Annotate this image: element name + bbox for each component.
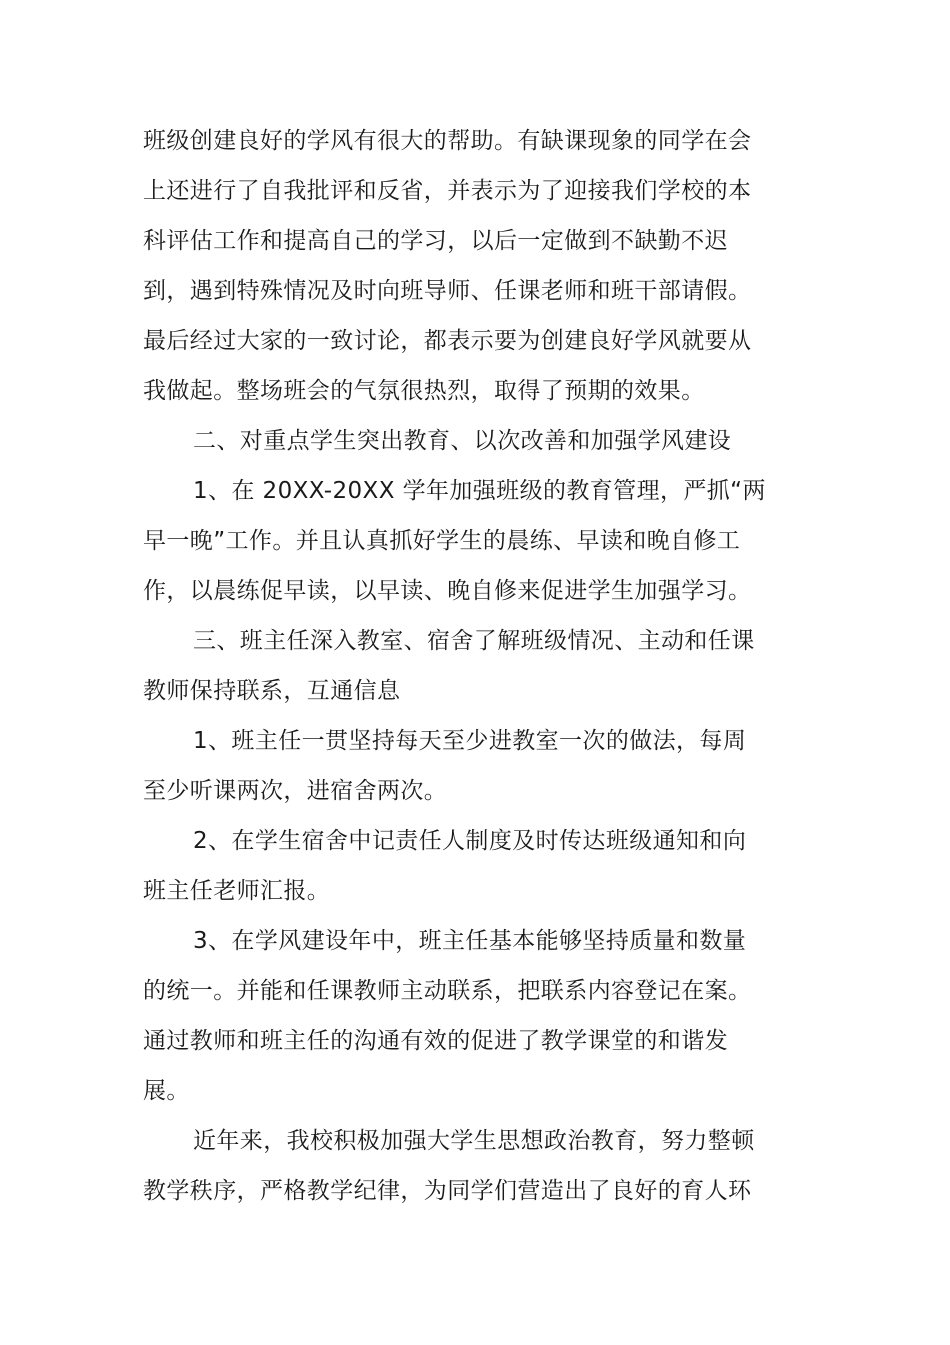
body-text-line: 1、在 20XX-20XX 学年加强班级的教育管理，严抓“两 (193, 478, 766, 504)
section-heading: 二、对重点学生突出教育、以次改善和加强学风建设 (193, 428, 732, 454)
section-heading: 三、班主任深入教室、宿舍了解班级情况、主动和任课 (193, 628, 755, 654)
body-text-line: 最后经过大家的一致讨论，都表示要为创建良好学风就要从 (143, 328, 752, 354)
body-text-line: 科评估工作和提高自己的学习，以后一定做到不缺勤不迟 (143, 228, 728, 254)
body-text-line: 3、在学风建设年中，班主任基本能够坚持质量和数量 (193, 928, 747, 954)
body-text-line: 1、班主任一贯坚持每天至少进教室一次的做法，每周 (193, 728, 747, 754)
body-text-line: 2、在学生宿舍中记责任人制度及时传达班级通知和向 (193, 828, 747, 854)
body-text-line: 近年来，我校积极加强大学生思想政治教育，努力整顿 (193, 1128, 755, 1154)
body-text-line: 早一晚”工作。并且认真抓好学生的晨练、早读和晚自修工 (143, 528, 741, 554)
body-text-line: 上还进行了自我批评和反省，并表示为了迎接我们学校的本 (143, 178, 752, 204)
section-heading-continued: 教师保持联系，互通信息 (143, 678, 401, 704)
body-text-line: 到，遇到特殊情况及时向班导师、任课老师和班干部请假。 (143, 278, 752, 304)
body-text-line: 作，以晨练促早读，以早读、晚自修来促进学生加强学习。 (143, 578, 752, 604)
body-text-line: 我做起。整场班会的气氛很热烈，取得了预期的效果。 (143, 378, 705, 404)
body-text-line: 班主任老师汇报。 (143, 878, 331, 904)
body-text-line: 通过教师和班主任的沟通有效的促进了教学课堂的和谐发 (143, 1028, 728, 1054)
body-text-line: 班级创建良好的学风有很大的帮助。有缺课现象的同学在会 (143, 128, 752, 154)
body-text-line: 展。 (143, 1078, 190, 1104)
body-text-line: 至少听课两次，进宿舍两次。 (143, 778, 448, 804)
body-text-line: 教学秩序，严格教学纪律，为同学们营造出了良好的育人环 (143, 1178, 752, 1204)
body-text-line: 的统一。并能和任课教师主动联系，把联系内容登记在案。 (143, 978, 752, 1004)
